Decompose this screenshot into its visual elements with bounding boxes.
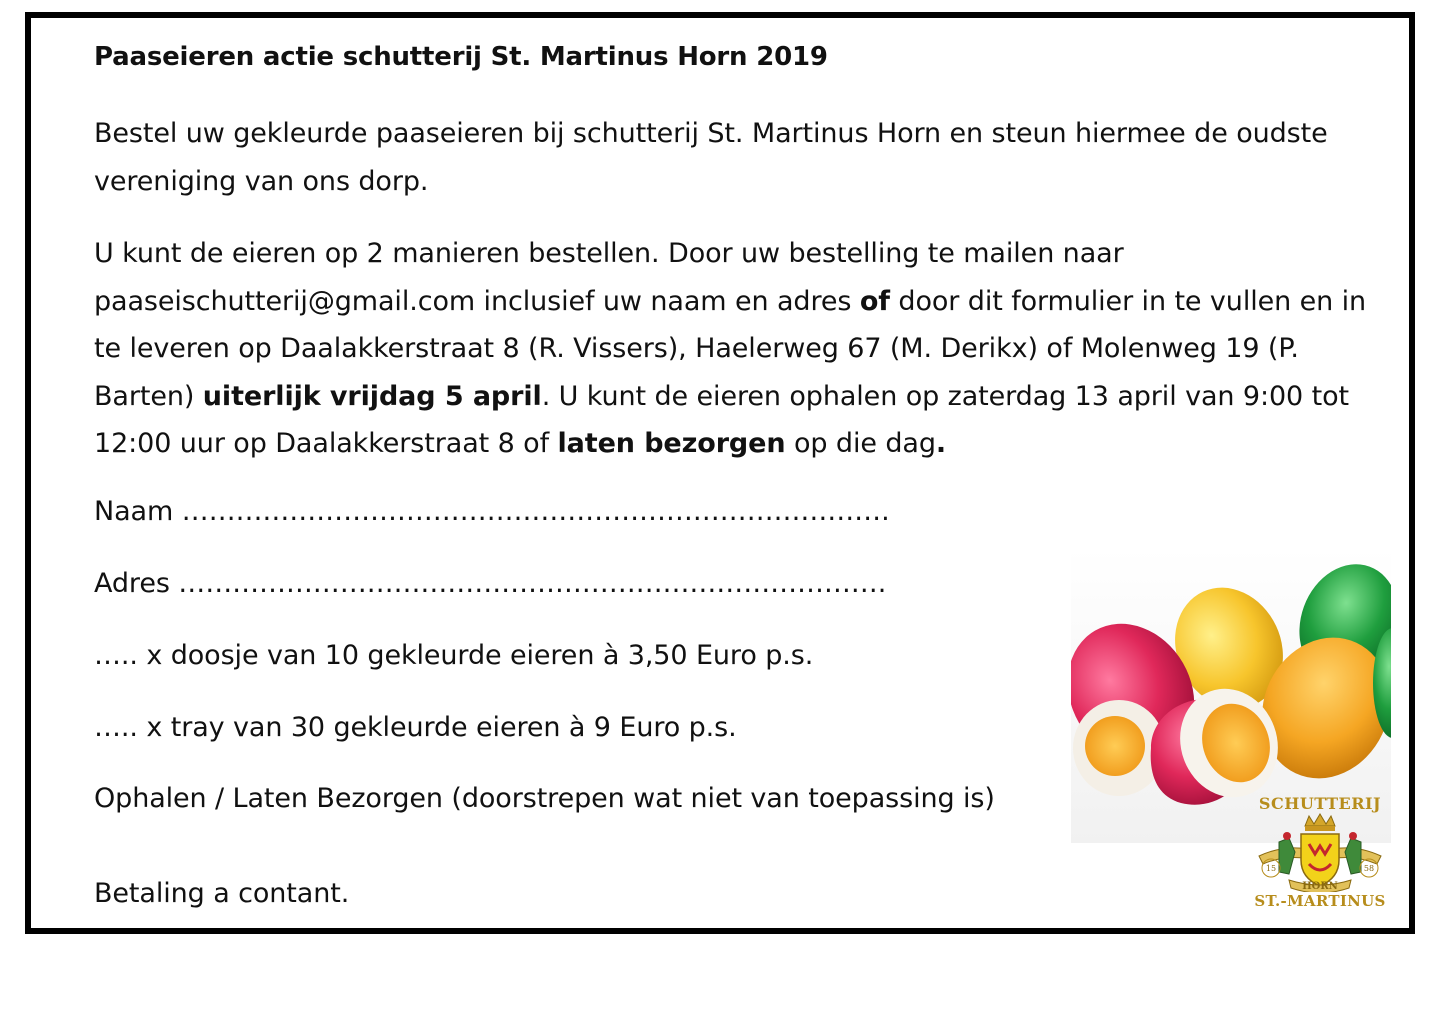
payment-line: Betaling a contant. (94, 878, 350, 909)
schutterij-logo (1249, 786, 1391, 912)
order-info-paragraph (94, 230, 1384, 468)
order-info-text-1: U kunt de eieren op 2 manieren bestellen. Door uw bestelling te mailen naar paaseischutterij@gmail.com inclusief uw naam en adres (94, 238, 1124, 317)
logo-top-text: SCHUTTERIJ (1258, 794, 1382, 813)
box-order-line: ….. x doosje van 10 gekleurde eieren à 3,50 Euro p.s. (94, 640, 814, 671)
flyer-title: Paaseieren actie schutterij St. Martinus Horn 2019 (94, 42, 828, 72)
logo-bottom-text: ST.-MARTINUS (1254, 892, 1386, 910)
order-info-deadline: uiterlijk vrijdag 5 april (202, 380, 542, 412)
logo-year-left: 15 (1265, 864, 1277, 873)
coat-of-arms-icon (1249, 812, 1391, 892)
logo-middle-text: HORN (1302, 881, 1338, 892)
order-info-bold-or: of (859, 285, 890, 317)
tray-order-line: ….. x tray van 30 gekleurde eieren à 9 Euro p.s. (94, 712, 737, 743)
address-field-line: Adres ……………………………………………………………………. (94, 568, 887, 599)
pickup-delivery-line: Ophalen / Laten Bezorgen (doorstrepen wat niet van toepassing is) (94, 783, 995, 814)
order-info-text-2: door dit formulier in te vullen en in te leveren op Daalakkerstraat 8 (R. Vissers), Haelerweg 67 (M. Derikx) of Molenweg 19 (P. Barten) (94, 285, 1367, 412)
order-info-text-3: . U kunt de eieren ophalen op zaterdag 13 april van 9:00 tot 12:00 uur op Daalakkerstraat 8 of (94, 380, 1350, 459)
intro-paragraph: Bestel uw gekleurde paaseieren bij schutterij St. Martinus Horn en steun hiermee de oudste vereniging van ons dorp. (94, 118, 1328, 197)
order-info-delivery: laten bezorgen (557, 428, 786, 459)
order-info-period: . (935, 428, 947, 459)
name-field-line: Naam ……………………………………………………………………. (94, 496, 890, 527)
flyer-frame (25, 12, 1415, 934)
order-info-text-4: op die dag (785, 428, 936, 459)
logo-year-right: 58 (1363, 864, 1375, 873)
